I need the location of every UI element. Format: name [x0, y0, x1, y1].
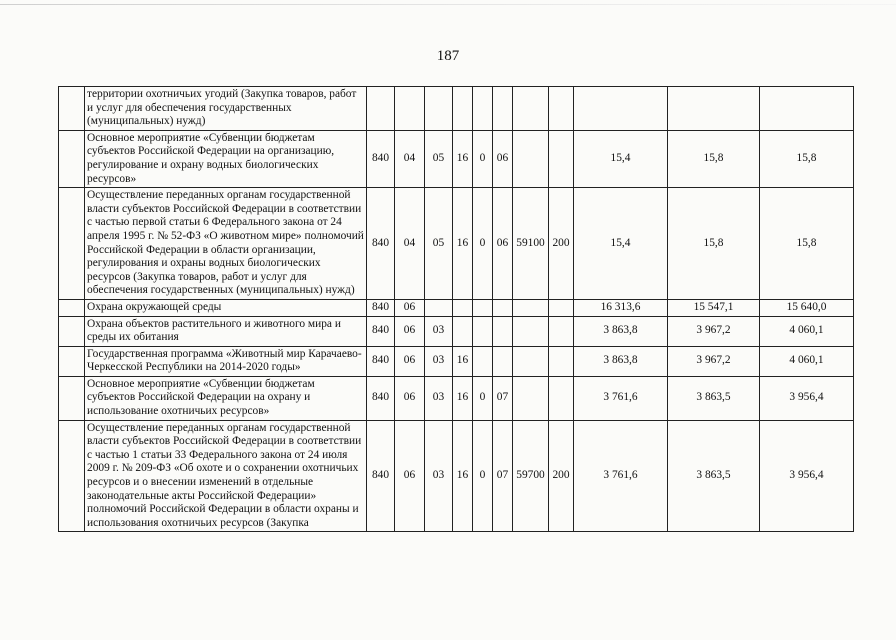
cell-name: Государственная программа «Животный мир Карачаево-Черкесской Республики на 2014-2020 годы»: [85, 346, 367, 376]
cell-year-2: 3 863,5: [668, 376, 760, 420]
cell-subsection: [425, 299, 453, 316]
cell-subprogram: [473, 87, 493, 131]
cell-year-3: 15,8: [760, 130, 854, 187]
cell-direction: [513, 376, 549, 420]
cell-program: 16: [453, 420, 473, 532]
cell-section: [395, 87, 425, 131]
cell-year-1: 16 313,6: [574, 299, 668, 316]
cell-margin: [59, 87, 85, 131]
cell-program: 16: [453, 130, 473, 187]
cell-program: 16: [453, 188, 473, 300]
cell-year-1: 3 761,6: [574, 376, 668, 420]
cell-section: 06: [395, 316, 425, 346]
table-row: [59, 87, 854, 131]
cell-direction: 59100: [513, 188, 549, 300]
cell-margin: [59, 188, 85, 300]
cell-expense-type: [549, 299, 574, 316]
cell-ved: 840: [367, 346, 395, 376]
cell-subsection: 03: [425, 316, 453, 346]
table-row: [59, 316, 854, 346]
cell-program: [453, 299, 473, 316]
cell-name: Основное мероприятие «Субвенции бюджетам субъектов Российской Федерации на организацию, регулирование и охрану водных биологических ресурсов»: [85, 130, 367, 187]
cell-year-3: 15,8: [760, 188, 854, 300]
cell-margin: [59, 316, 85, 346]
cell-expense-type: [549, 316, 574, 346]
cell-year-1: [574, 87, 668, 131]
cell-year-2: 3 863,5: [668, 420, 760, 532]
cell-ved: 840: [367, 420, 395, 532]
cell-ved: [367, 87, 395, 131]
cell-activity: 06: [493, 188, 513, 300]
cell-year-2: 3 967,2: [668, 316, 760, 346]
cell-direction: [513, 130, 549, 187]
cell-margin: [59, 130, 85, 187]
cell-program: 16: [453, 346, 473, 376]
cell-activity: [493, 299, 513, 316]
cell-activity: [493, 346, 513, 376]
cell-subprogram: [473, 299, 493, 316]
cell-name: Охрана объектов растительного и животного мира и среды их обитания: [85, 316, 367, 346]
cell-name: Охрана окружающей среды: [85, 299, 367, 316]
cell-activity: 07: [493, 420, 513, 532]
cell-year-1: 3 863,8: [574, 316, 668, 346]
cell-ved: 840: [367, 188, 395, 300]
cell-year-1: 3 761,6: [574, 420, 668, 532]
cell-subprogram: 0: [473, 420, 493, 532]
cell-program: [453, 87, 473, 131]
cell-section: 06: [395, 420, 425, 532]
cell-name: Осуществление переданных органам государственной власти субъектов Российской Федерации в соответствии с частью 1 статьи 33 Федерального закона от 24 июля 2009 г. № 209-ФЗ «Об охоте и о сохранении охотничьих ресурсов и о внесении изменений в отдельные законодательные акты Российской Федерации» полномочий Российской Федерации в области охраны и использования охотничьих ресурсов (Закупка: [85, 420, 367, 532]
table-body: [59, 87, 854, 532]
table-row: [59, 188, 854, 300]
table-row: [59, 299, 854, 316]
cell-direction: 59700: [513, 420, 549, 532]
table-row: [59, 376, 854, 420]
cell-year-2: [668, 87, 760, 131]
cell-year-3: 4 060,1: [760, 316, 854, 346]
cell-section: 04: [395, 188, 425, 300]
cell-margin: [59, 299, 85, 316]
cell-program: 16: [453, 376, 473, 420]
cell-expense-type: [549, 376, 574, 420]
cell-year-3: 3 956,4: [760, 420, 854, 532]
cell-year-1: 15,4: [574, 130, 668, 187]
cell-activity: 06: [493, 130, 513, 187]
cell-year-3: 15 640,0: [760, 299, 854, 316]
page-number: 187: [436, 48, 460, 64]
cell-year-2: 15,8: [668, 188, 760, 300]
cell-subprogram: [473, 316, 493, 346]
cell-direction: [513, 316, 549, 346]
scan-edge: [0, 4, 896, 5]
cell-margin: [59, 346, 85, 376]
cell-ved: 840: [367, 316, 395, 346]
cell-activity: [493, 316, 513, 346]
cell-year-1: 3 863,8: [574, 346, 668, 376]
cell-expense-type: [549, 130, 574, 187]
cell-margin: [59, 420, 85, 532]
table-row: [59, 130, 854, 187]
cell-subsection: 05: [425, 130, 453, 187]
cell-activity: 07: [493, 376, 513, 420]
cell-year-3: 3 956,4: [760, 376, 854, 420]
cell-ved: 840: [367, 299, 395, 316]
cell-ved: 840: [367, 130, 395, 187]
cell-subprogram: 0: [473, 130, 493, 187]
cell-year-2: 15 547,1: [668, 299, 760, 316]
cell-section: 04: [395, 130, 425, 187]
table-row: [59, 420, 854, 532]
cell-year-1: 15,4: [574, 188, 668, 300]
cell-subprogram: 0: [473, 376, 493, 420]
cell-subsection: 03: [425, 376, 453, 420]
cell-subprogram: 0: [473, 188, 493, 300]
cell-subprogram: [473, 346, 493, 376]
cell-activity: [493, 87, 513, 131]
cell-direction: [513, 299, 549, 316]
cell-section: 06: [395, 299, 425, 316]
cell-year-2: 3 967,2: [668, 346, 760, 376]
cell-expense-type: [549, 346, 574, 376]
cell-year-3: 4 060,1: [760, 346, 854, 376]
cell-subsection: [425, 87, 453, 131]
cell-ved: 840: [367, 376, 395, 420]
cell-name: Осуществление переданных органам государственной власти субъектов Российской Федерации в соответствии с частью первой статьи 6 Федерального закона от 24 апреля 1995 г. № 52-ФЗ «О животном мире» полномочий Российской Федерации в области организации, регулирования и охраны водных биологических ресурсов (Закупка товаров, работ и услуг для обеспечения государственных (муниципальных) нужд): [85, 188, 367, 300]
budget-table: [58, 86, 854, 532]
cell-subsection: 03: [425, 346, 453, 376]
cell-year-2: 15,8: [668, 130, 760, 187]
cell-name: территории охотничьих угодий (Закупка товаров, работ и услуг для обеспечения государственных (муниципальных) нужд): [85, 87, 367, 131]
cell-expense-type: 200: [549, 188, 574, 300]
table-row: [59, 346, 854, 376]
cell-subsection: 03: [425, 420, 453, 532]
cell-direction: [513, 346, 549, 376]
cell-program: [453, 316, 473, 346]
cell-year-3: [760, 87, 854, 131]
cell-section: 06: [395, 376, 425, 420]
cell-direction: [513, 87, 549, 131]
cell-margin: [59, 376, 85, 420]
cell-subsection: 05: [425, 188, 453, 300]
cell-name: Основное мероприятие «Субвенции бюджетам субъектов Российской Федерации на охрану и использование охотничьих ресурсов»: [85, 376, 367, 420]
cell-expense-type: [549, 87, 574, 131]
cell-expense-type: 200: [549, 420, 574, 532]
cell-section: 06: [395, 346, 425, 376]
